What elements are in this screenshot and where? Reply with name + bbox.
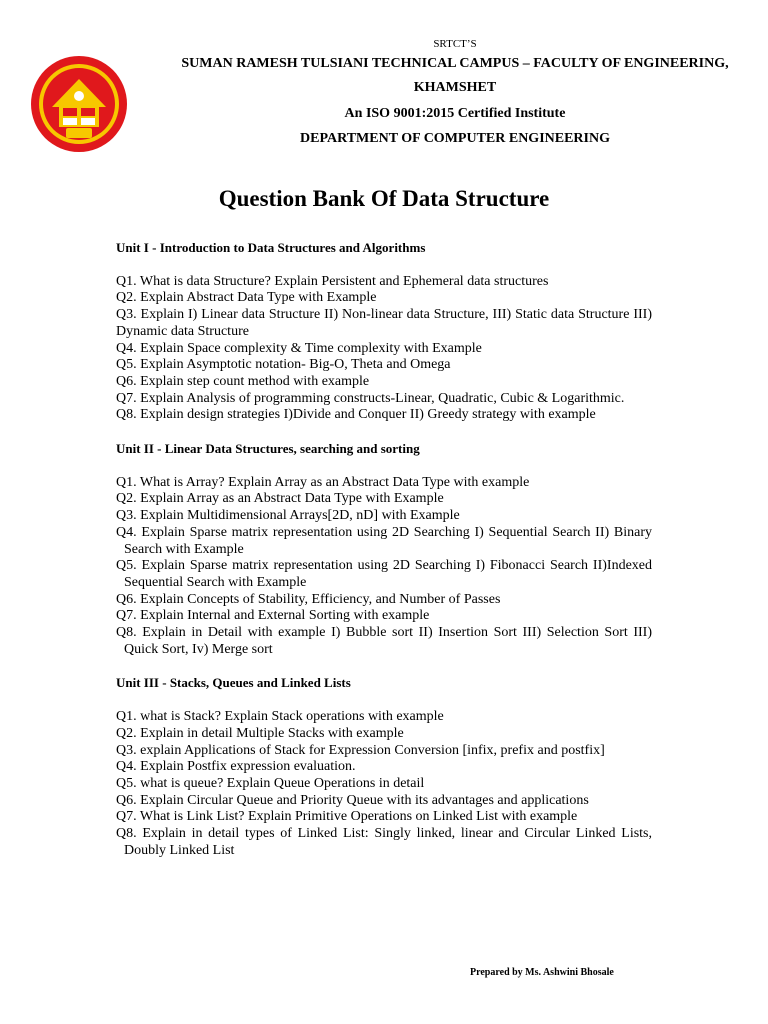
question: Q3. explain Applications of Stack for Expression Conversion [infix, prefix and postfix] — [116, 742, 605, 758]
question: Q2. Explain Array as an Abstract Data Type with Example — [116, 491, 444, 507]
question: Q7. Explain Internal and External Sorting with example — [116, 608, 430, 624]
question: Q8. Explain in Detail with example I) Bubble sort II) Insertion Sort III) Selection Sort III) Quick Sort, Iv) Merge sort — [116, 625, 652, 657]
header-abbrev: SRTCT’S — [433, 38, 477, 50]
unit-title: Unit III - Stacks, Queues and Linked Lists — [116, 675, 351, 691]
srtc-seal-icon — [30, 55, 128, 153]
question-bank — [116, 240, 652, 877]
institute-location: KHAMSHET — [413, 80, 497, 95]
unit-1 — [116, 240, 652, 424]
question: Q5. what is queue? Explain Queue Operations in detail — [116, 775, 425, 791]
question: Q7. Explain Analysis of programming constructs-Linear, Quadratic, Cubic & Logarithmic. — [116, 390, 625, 406]
institute-name: SUMAN RAMESH TULSIANI TECHNICAL CAMPUS – FACULTY OF ENGINEERING, — [181, 56, 729, 71]
question: Q1. What is Array? Explain Array as an Abstract Data Type with example — [116, 474, 530, 490]
department-name: DEPARTMENT OF COMPUTER ENGINEERING — [300, 131, 610, 146]
question: Q6. Explain step count method with example — [116, 373, 370, 389]
unit-title: Unit I - Introduction to Data Structures and Algorithms — [116, 240, 426, 255]
institute-logo — [30, 55, 128, 153]
question: Q3. Explain Multidimensional Arrays[2D, nD] with Example — [116, 508, 460, 524]
question: Q6. Explain Concepts of Stability, Efficiency, and Number of Passes — [116, 591, 501, 607]
question: Q5. Explain Sparse matrix representation using 2D Searching I) Fibonacci Search II)Indexed Sequential Search with Example — [116, 558, 652, 590]
unit-title: Unit II - Linear Data Structures, searching and sorting — [116, 441, 420, 457]
question: Q1. what is Stack? Explain Stack operations with example — [116, 709, 444, 725]
question: Q5. Explain Asymptotic notation- Big-O, Theta and Omega — [116, 357, 451, 373]
question: Q2. Explain in detail Multiple Stacks with example — [116, 725, 404, 741]
unit-3 — [116, 675, 652, 859]
page-title: Question Bank Of Data Structure — [218, 186, 550, 211]
question: Q3. Explain I) Linear data Structure II) Non-linear data Structure, III) Static data Structure III) Dynamic data Structure — [116, 307, 652, 339]
prepared-by: Prepared by Ms. Ashwini Bhosale — [470, 967, 614, 978]
question: Q4. Explain Space complexity & Time complexity with Example — [116, 340, 482, 356]
question: Q4. Explain Postfix expression evaluation. — [116, 759, 356, 775]
unit-2 — [116, 441, 652, 658]
question: Q4. Explain Sparse matrix representation using 2D Searching I) Sequential Search II) Binary Search with Example — [116, 524, 652, 557]
iso-certification: An ISO 9001:2015 Certified Institute — [344, 106, 566, 121]
question: Q8. Explain design strategies I)Divide and Conquer II) Greedy strategy with example — [116, 407, 596, 423]
question: Q2. Explain Abstract Data Type with Example — [116, 290, 377, 306]
question: Q7. What is Link List? Explain Primitive Operations on Linked List with example — [116, 809, 578, 825]
question: Q6. Explain Circular Queue and Priority Queue with its advantages and applications — [116, 792, 589, 808]
question: Q8. Explain in detail types of Linked List: Singly linked, linear and Circular Linked Lists, Doubly Linked List — [116, 826, 652, 858]
question: Q1. What is data Structure? Explain Persistent and Ephemeral data structures — [116, 273, 549, 289]
